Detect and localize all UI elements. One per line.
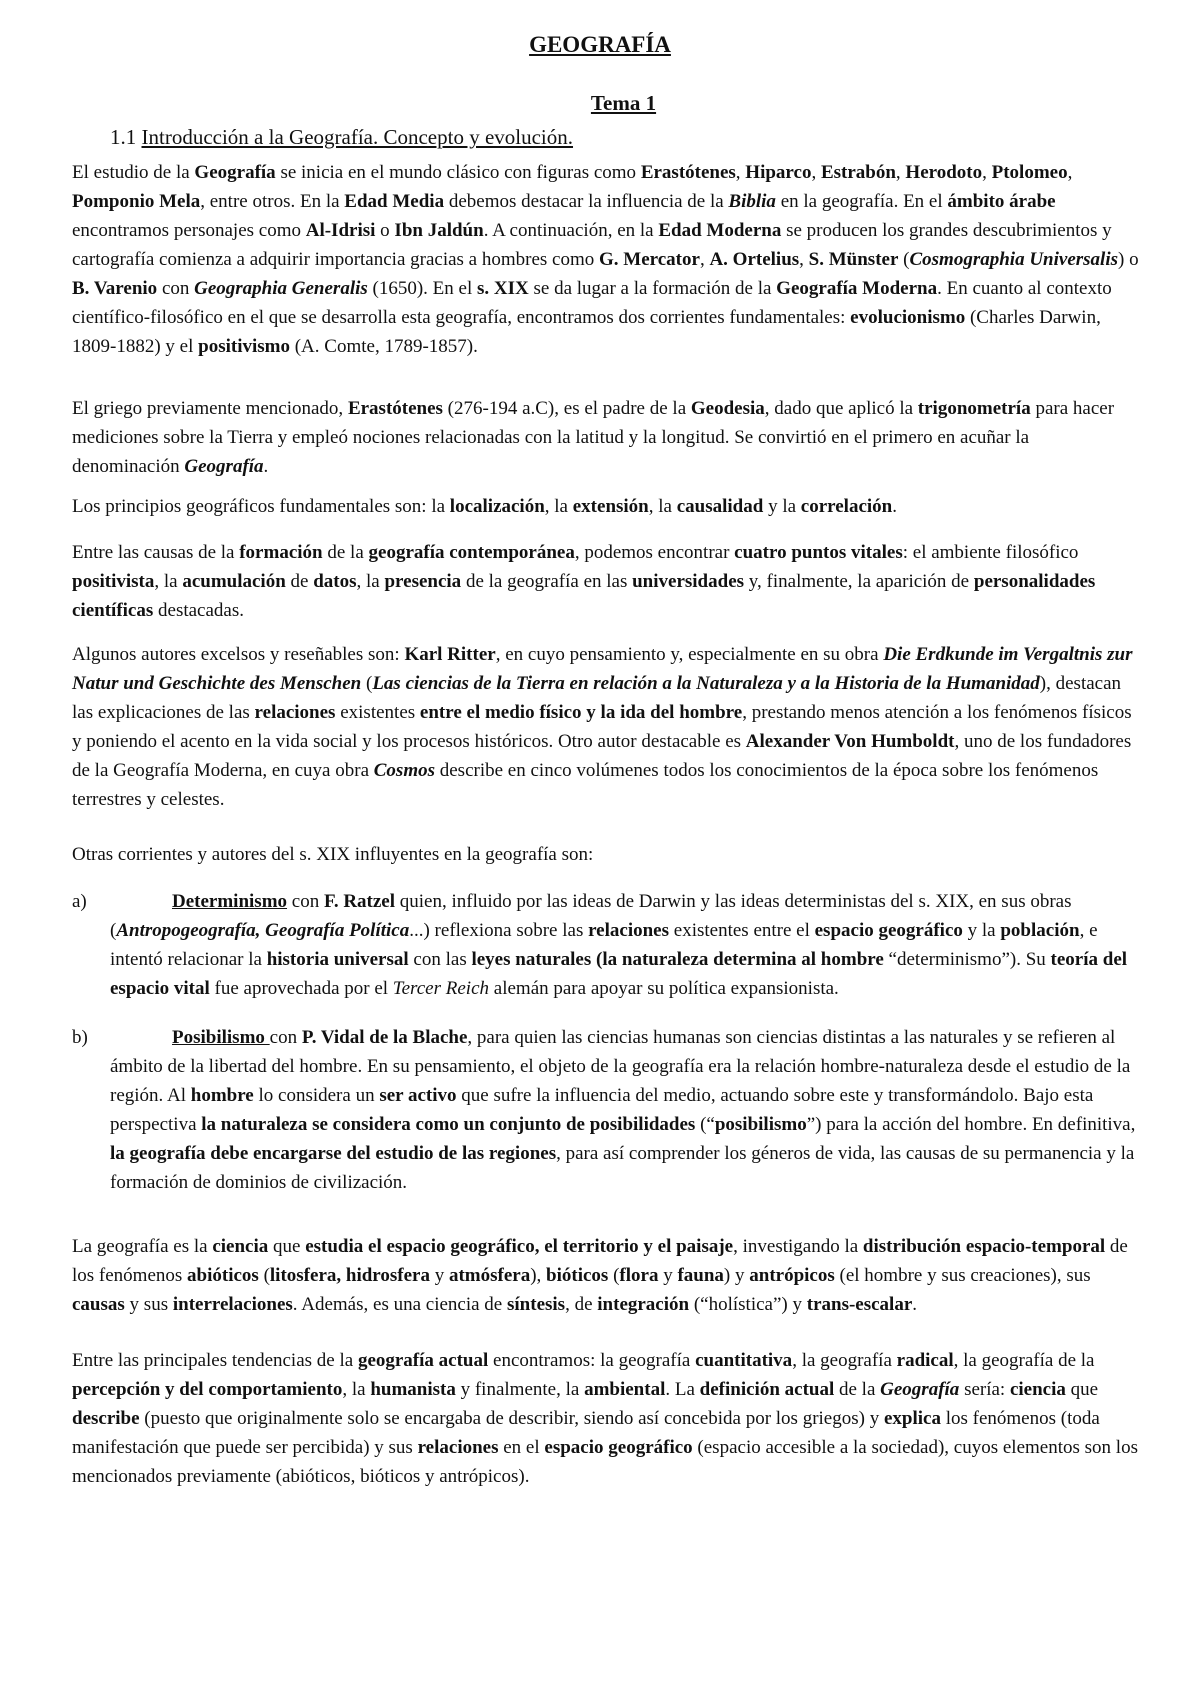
emphasis-text: Cosmos <box>373 760 435 781</box>
body-text: con <box>269 1027 302 1048</box>
body-text: se producen los grandes descubrimientos y cartografía comienza a adquirir importancia gracias a hombres como <box>72 220 1112 270</box>
emphasis-text: Cosmographia Universalis <box>909 249 1118 270</box>
paragraph-definition <box>72 1232 1140 1319</box>
emphasis-text: Geografía <box>880 1379 960 1400</box>
emphasis-text: trigonometría <box>917 398 1031 419</box>
emphasis-text: describe <box>72 1408 140 1429</box>
body-text: y <box>658 1265 678 1286</box>
paragraph-erastotenes <box>72 394 1140 481</box>
body-text: (A. Comte, 1789-1857). <box>289 336 478 357</box>
emphasis-text: Geographia Generalis <box>194 278 368 299</box>
body-text: . Además, es una ciencia de <box>292 1294 507 1315</box>
emphasis-text: S. Münster <box>808 249 899 270</box>
emphasis-text: presencia <box>384 571 462 592</box>
body-text: Entre las causas de la <box>72 542 240 563</box>
body-text: , prestando menos atención a los fenómenos físicos y poniendo el acento en la vida social y los procesos históricos. Otro autor destacable es <box>72 702 1132 752</box>
emphasis-text: la geografía debe encargarse del estudio de las regiones <box>110 1143 557 1164</box>
body-text: , <box>735 162 746 183</box>
emphasis-text: P. Vidal de la Blache <box>301 1027 468 1048</box>
body-text: (“holística”) y <box>689 1294 807 1315</box>
emphasis-text: población <box>1000 920 1080 941</box>
body-text: ), <box>530 1265 547 1286</box>
emphasis-text: G. Mercator <box>599 249 700 270</box>
section-number: 1.1 <box>110 125 137 149</box>
emphasis-text: ciencia <box>212 1236 269 1257</box>
body-text: , <box>1067 162 1073 183</box>
body-text: , uno de los fundadores de la Geografía Moderna, en cuya obra <box>72 731 1132 781</box>
body-text: . <box>263 456 269 477</box>
body-text: que <box>1065 1379 1099 1400</box>
emphasis-text: relaciones <box>588 920 670 941</box>
body-text: (Charles Darwin, 1809-1882) y el <box>72 307 1101 357</box>
body-text: los fenómenos (toda manifestación que puede ser percibida) y sus <box>72 1408 1100 1458</box>
body-text: ”) para la acción del hombre. En definitiva, <box>806 1114 1136 1135</box>
body-text: ( <box>608 1265 620 1286</box>
paragraph-history <box>72 158 1140 361</box>
body-text: . <box>892 496 897 517</box>
emphasis-text: Al-Idrisi <box>305 220 376 241</box>
body-text: , e intentó relacionar la <box>110 920 1098 970</box>
body-text: , entre otros. En la <box>200 191 345 212</box>
emphasis-text: abióticos <box>187 1265 259 1286</box>
emphasis-text: leyes naturales <box>471 949 592 970</box>
emphasis-text: Geografía <box>194 162 276 183</box>
paragraph-contemporary-causes <box>72 538 1140 625</box>
emphasis-text: positivista <box>72 571 155 592</box>
body-text: Algunos autores excelsos y reseñables son: <box>72 644 405 665</box>
emphasis-text: localización <box>449 496 545 517</box>
body-text: debemos destacar la influencia de la <box>444 191 729 212</box>
body-text: destacadas. <box>153 600 244 621</box>
body-text: , la <box>544 496 573 517</box>
emphasis-text: evolucionismo <box>850 307 966 328</box>
emphasis-text: Alexander Von Humboldt <box>745 731 955 752</box>
body-text: ( <box>258 1265 270 1286</box>
body-text: , para así comprender los géneros de vida, las causas de su permanencia y la formación de dominios de civilización. <box>110 1143 1135 1193</box>
body-text: , en cuyo pensamiento y, especialmente en su obra <box>495 644 884 665</box>
emphasis-text: extensión <box>572 496 649 517</box>
emphasis-text: Edad Media <box>344 191 445 212</box>
emphasis-text: explica <box>883 1408 941 1429</box>
paragraph-principles <box>72 492 1140 521</box>
emphasis-text: estudia el espacio geográfico, el territorio y el paisaje <box>305 1236 734 1257</box>
emphasis-text: Ptolomeo <box>991 162 1068 183</box>
body-text: “determinismo”). Su <box>883 949 1051 970</box>
emphasis-text: Die Erdkunde im Vergaltnis zur Natur und Geschichte des Menschen <box>72 644 1133 694</box>
body-text: con <box>157 278 195 299</box>
emphasis-text: Hiparco <box>745 162 812 183</box>
emphasis-text: causalidad <box>676 496 764 517</box>
body-text: ...) reflexiona sobre las <box>409 920 589 941</box>
body-text: (1650). En el <box>367 278 478 299</box>
emphasis-text: Karl Ritter <box>404 644 496 665</box>
emphasis-text: geografía actual <box>357 1350 489 1371</box>
emphasis-text: B. Varenio <box>72 278 158 299</box>
body-text: (puesto que originalmente solo se encargaba de describir, siendo así concebida por los griegos) y <box>139 1408 884 1429</box>
body-text: ( <box>898 249 910 270</box>
body-text: ) y <box>723 1265 750 1286</box>
emphasis-text: cuantitativa <box>695 1350 793 1371</box>
emphasis-text: geografía contemporánea <box>368 542 575 563</box>
body-text: El griego previamente mencionado, <box>72 398 348 419</box>
body-text: , la geografía <box>792 1350 897 1371</box>
body-text: , <box>811 162 821 183</box>
body-text: existentes entre el <box>669 920 815 941</box>
emphasis-text: Pomponio Mela <box>72 191 201 212</box>
body-text: , la <box>648 496 677 517</box>
emphasis-text: hombre <box>190 1085 254 1106</box>
emphasis-text: s. XIX <box>477 278 529 299</box>
body-text: , <box>799 249 809 270</box>
body-text: , para quien las ciencias humanas son ciencias distintas a las naturales y se refieren al ámbito de la libertad del hombre. En su pensamiento, el objeto de la geografía era la relación hombre-naturaleza desde el estudio de la región. Al <box>110 1027 1131 1106</box>
emphasis-text: teoría del espacio vital <box>110 949 1128 999</box>
body-text: (“ <box>695 1114 715 1135</box>
emphasis-text: acumulación <box>182 571 286 592</box>
emphasis-text: Geografía <box>184 456 264 477</box>
body-text: existentes <box>335 702 420 723</box>
emphasis-text: relaciones <box>417 1437 499 1458</box>
body-text: , <box>982 162 992 183</box>
section-heading <box>110 122 573 152</box>
emphasis-text: fauna <box>677 1265 724 1286</box>
body-text: , la <box>154 571 183 592</box>
body-text: para hacer mediciones sobre la Tierra y empleó nociones relacionadas con la latitud y la longitud. Se convirtió en el primero en acuñar la denominación <box>72 398 1115 477</box>
emphasis-text: ser activo <box>379 1085 457 1106</box>
body-text: se da lugar a la formación de la <box>528 278 777 299</box>
body-text: ( <box>361 673 373 694</box>
body-text: . <box>912 1294 918 1315</box>
body-text: Entre las principales tendencias de la <box>72 1350 358 1371</box>
emphasis-text: Estrabón <box>820 162 896 183</box>
body-text: ), destacan las explicaciones de las <box>72 673 1122 723</box>
emphasis-text: (la naturaleza determina al hombre <box>596 949 884 970</box>
emphasis-text: Geodesia <box>690 398 765 419</box>
emphasis-text: interrelaciones <box>172 1294 293 1315</box>
emphasis-text: espacio geográfico <box>544 1437 693 1458</box>
list-item <box>72 887 1140 1003</box>
emphasis-text: Biblia <box>728 191 776 212</box>
emphasis-text: Geografía Moderna <box>776 278 938 299</box>
emphasis-text: radical <box>896 1350 954 1371</box>
list-item-label: b) <box>72 1027 88 1048</box>
body-text: : el ambiente filosófico <box>902 542 1079 563</box>
body-text: encontramos: la geografía <box>488 1350 696 1371</box>
emphasis-text: Ibn Jaldún <box>394 220 484 241</box>
emphasis-text: definición actual <box>699 1379 835 1400</box>
body-text: , la <box>342 1379 371 1400</box>
emphasis-text: la naturaleza se considera como un conjunto de posibilidades <box>201 1114 696 1135</box>
body-text: (espacio accesible a la sociedad), cuyos elementos son los mencionados previamente (abióticos, bióticos y antrópicos). <box>72 1437 1138 1487</box>
emphasis-text: Posibilismo <box>172 1027 270 1048</box>
emphasis-text: cuatro puntos vitales <box>734 542 903 563</box>
emphasis-text: litosfera, hidrosfera <box>269 1265 430 1286</box>
body-text: La geografía es la <box>72 1236 213 1257</box>
emphasis-text: positivismo <box>198 336 290 357</box>
body-text: , investigando la <box>733 1236 863 1257</box>
body-text: alemán para apoyar su política expansionista. <box>489 978 839 999</box>
emphasis-text: Herodoto <box>905 162 983 183</box>
emphasis-text: humanista <box>370 1379 456 1400</box>
body-text: fue aprovechada por el <box>209 978 393 999</box>
emphasis-text: antrópicos <box>749 1265 835 1286</box>
body-text: . La <box>665 1379 700 1400</box>
emphasis-text: A. Ortelius <box>709 249 800 270</box>
body-text: en el <box>498 1437 545 1458</box>
emphasis-text: F. Ratzel <box>323 891 396 912</box>
emphasis-text: Las ciencias de la Tierra en relación a la Naturaleza y a la Historia de la Humanidad <box>372 673 1040 694</box>
paragraph-currents-intro <box>72 840 1140 869</box>
emphasis-text: formación <box>239 542 323 563</box>
emphasis-text: atmósfera <box>448 1265 531 1286</box>
body-text: Otras corrientes y autores del s. XIX influyentes en la geografía son: <box>72 844 594 865</box>
body-text: se inicia en el mundo clásico con figuras como <box>275 162 641 183</box>
list-item-text <box>110 887 1140 1003</box>
body-text: que sufre la influencia del medio, actuando sobre este y transformándolo. Bajo esta perspectiva <box>110 1085 1094 1135</box>
emphasis-text: correlación <box>800 496 893 517</box>
body-text: de la geografía en las <box>461 571 633 592</box>
body-text: de <box>285 571 314 592</box>
body-text: que <box>268 1236 306 1257</box>
body-text: de los fenómenos <box>72 1236 1128 1286</box>
list-item-text <box>110 1023 1140 1197</box>
body-text: , la geografía de la <box>953 1350 1095 1371</box>
emphasis-text: entre el medio físico y la ida del hombre <box>419 702 743 723</box>
body-text: con <box>287 891 324 912</box>
body-text: sería: <box>959 1379 1010 1400</box>
body-text: de la <box>322 542 369 563</box>
list-item <box>72 1023 1140 1197</box>
body-text: quien, influido por las ideas de Darwin y las ideas deterministas del s. XIX, en sus obras ( <box>110 891 1072 941</box>
document-title: GEOGRAFÍA <box>529 32 671 57</box>
body-text: y la <box>763 496 801 517</box>
body-text: con las <box>408 949 472 970</box>
list-item-label: a) <box>72 891 87 912</box>
emphasis-text: trans-escalar <box>806 1294 913 1315</box>
emphasis-text: distribución espacio-temporal <box>862 1236 1106 1257</box>
body-text: , de <box>565 1294 598 1315</box>
body-text: (276-194 a.C), es el padre de la <box>442 398 691 419</box>
body-text: , <box>895 162 906 183</box>
emphasis-text: causas <box>72 1294 125 1315</box>
tema-heading: Tema 1 <box>590 91 657 115</box>
emphasis-text: relaciones <box>254 702 336 723</box>
emphasis-text: ambiental <box>584 1379 666 1400</box>
emphasis-text: Tercer Reich <box>392 978 490 999</box>
body-text: . A continuación, en la <box>483 220 659 241</box>
emphasis-text: integración <box>597 1294 690 1315</box>
emphasis-text: Erastótenes <box>347 398 443 419</box>
emphasis-text: Erastótenes <box>640 162 736 183</box>
body-text: lo considera un <box>253 1085 380 1106</box>
body-text: y la <box>962 920 1001 941</box>
body-text: , podemos encontrar <box>574 542 735 563</box>
body-text: El estudio de la <box>72 162 195 183</box>
emphasis-text: percepción y del comportamiento <box>72 1379 343 1400</box>
emphasis-text: universidades <box>632 571 745 592</box>
body-text: o <box>375 220 395 241</box>
emphasis-text: espacio geográfico <box>814 920 963 941</box>
emphasis-text: Determinismo <box>172 891 288 912</box>
section-title: Introducción a la Geografía. Concepto y evolución. <box>141 125 574 149</box>
emphasis-text: Edad Moderna <box>658 220 782 241</box>
body-text: , dado que aplicó la <box>764 398 918 419</box>
emphasis-text: posibilismo <box>714 1114 807 1135</box>
body-text: describe en cinco volúmenes todos los conocimientos de la época sobre los fenómenos terrestres y celestes. <box>72 760 1099 810</box>
body-text: Los principios geográficos fundamentales son: la <box>72 496 450 517</box>
emphasis-text: ámbito árabe <box>947 191 1056 212</box>
body-text: , <box>699 249 710 270</box>
emphasis-text: bióticos <box>546 1265 609 1286</box>
body-text: y sus <box>124 1294 173 1315</box>
emphasis-text: personalidades científicas <box>72 571 1096 621</box>
emphasis-text: flora <box>619 1265 659 1286</box>
paragraph-authors <box>72 640 1140 814</box>
body-text: de la <box>834 1379 881 1400</box>
emphasis-text: Antropogeografía, Geografía Política <box>116 920 410 941</box>
body-text: , la <box>356 571 385 592</box>
emphasis-text: ciencia <box>1009 1379 1066 1400</box>
body-text: y, finalmente, la aparición de <box>744 571 974 592</box>
emphasis-text: historia universal <box>266 949 409 970</box>
body-text: y <box>429 1265 449 1286</box>
paragraph-current-trends <box>72 1346 1140 1491</box>
body-text: ) o <box>1118 249 1139 270</box>
body-text: y finalmente, la <box>455 1379 585 1400</box>
body-text: (el hombre y sus creaciones), sus <box>834 1265 1091 1286</box>
emphasis-text: datos <box>313 571 357 592</box>
body-text: en la geografía. En el <box>775 191 948 212</box>
body-text: encontramos personajes como <box>72 220 306 241</box>
emphasis-text: síntesis <box>507 1294 566 1315</box>
body-text: . En cuanto al contexto científico-filosófico en el que se desarrolla esta geografía, encontramos dos corrientes fundamentales: <box>72 278 1112 328</box>
